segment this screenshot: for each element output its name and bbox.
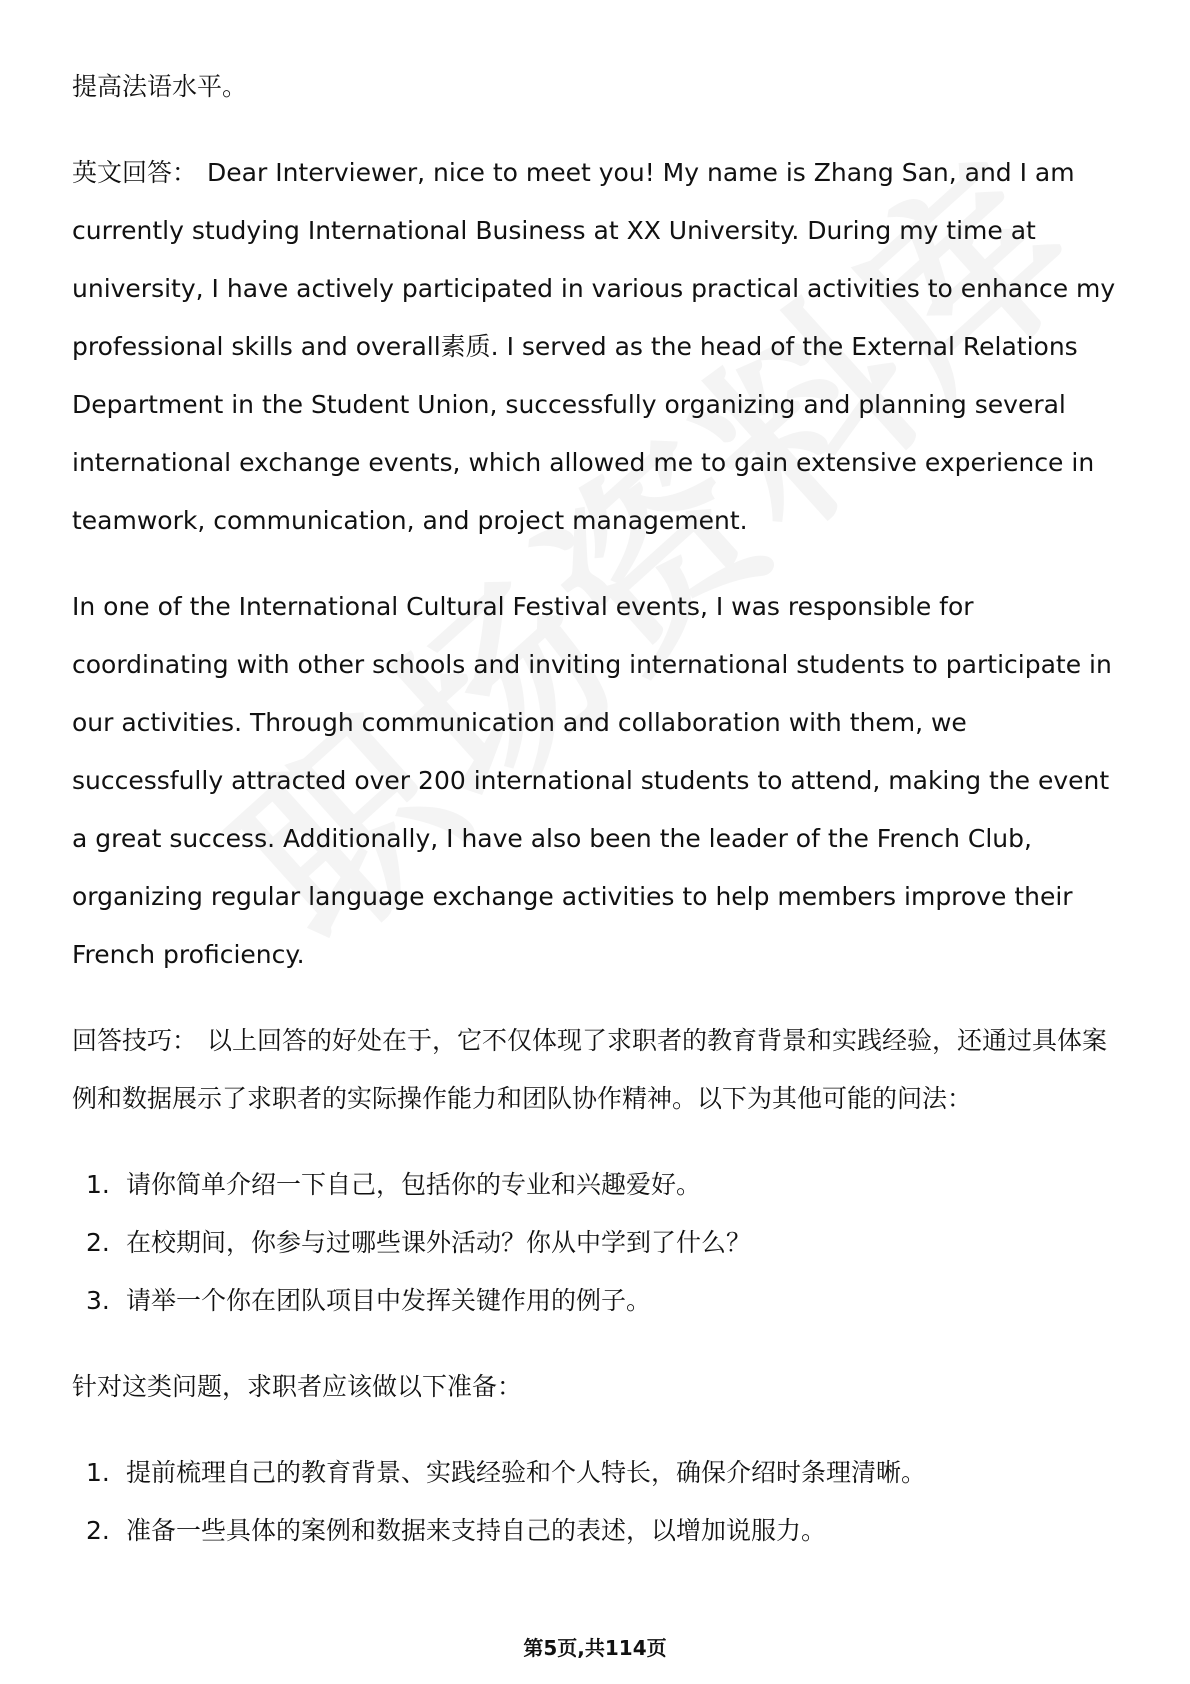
list-item-text: 在校期间，你参与过哪些课外活动？你从中学到了什么？ <box>126 1228 752 1257</box>
list-item-number: 3. <box>86 1286 110 1315</box>
english-answer-paragraph-2: In one of the International Cultural Festival events, I was responsible for coordinating with other schools and inviting international students to participate in our activities. Through communication and collaboration with them, we successfully attracted over 200 international students to attend, making the event a great success. Additionally, I have also been the leader of the French Club, organizing regular language exchange activities to help members improve their French proficiency. <box>72 592 1112 969</box>
list-item <box>72 1156 1122 1214</box>
list-item-text: 准备一些具体的案例和数据来支持自己的表述，以增加说服力。 <box>126 1516 827 1545</box>
other-questions-list <box>72 1156 1122 1330</box>
list-item-text: 请你简单介绍一下自己，包括你的专业和兴趣爱好。 <box>126 1170 702 1199</box>
list-item-number: 2. <box>86 1516 110 1545</box>
tips-text: 以上回答的好处在于，它不仅体现了求职者的教育背景和实践经验，还通过具体案例和数据展示了求职者的实际操作能力和团队协作精神。以下为其他可能的问法： <box>72 1026 1108 1113</box>
tips-paragraph <box>72 1012 1122 1128</box>
intro-tail: 提高法语水平。 <box>72 72 248 101</box>
page-footer: 第5页,共114页 <box>523 1636 667 1660</box>
list-item-number: 2. <box>86 1228 110 1257</box>
page-content <box>72 58 1122 1588</box>
list-item <box>72 1502 1122 1560</box>
english-answer-label: 英文回答： <box>72 158 198 187</box>
english-answer-text-1: Dear Interviewer, nice to meet you! My name is Zhang San, and I am currently studying International Business at XX University. During my time at university, I have actively participated in various practical activities to enhance my professional skills and overall素质. I served as the head of the External Relations Department in the Student Union, successfully organizing and planning several international exchange events, which allowed me to gain extensive experience in teamwork, communication, and project management. <box>72 158 1116 535</box>
list-item <box>72 1444 1122 1502</box>
list-item-text: 请举一个你在团队项目中发挥关键作用的例子。 <box>126 1286 652 1315</box>
tips-label: 回答技巧： <box>72 1026 198 1055</box>
english-answer-paragraph-1 <box>72 144 1122 550</box>
preparation-list <box>72 1444 1122 1560</box>
list-item-number: 1. <box>86 1170 110 1199</box>
list-item-number: 1. <box>86 1458 110 1487</box>
preparation-heading: 针对这类问题，求职者应该做以下准备： <box>72 1372 523 1401</box>
list-item-text: 提前梳理自己的教育背景、实践经验和个人特长，确保介绍时条理清晰。 <box>126 1458 927 1487</box>
list-item <box>72 1272 1122 1330</box>
list-item <box>72 1214 1122 1272</box>
